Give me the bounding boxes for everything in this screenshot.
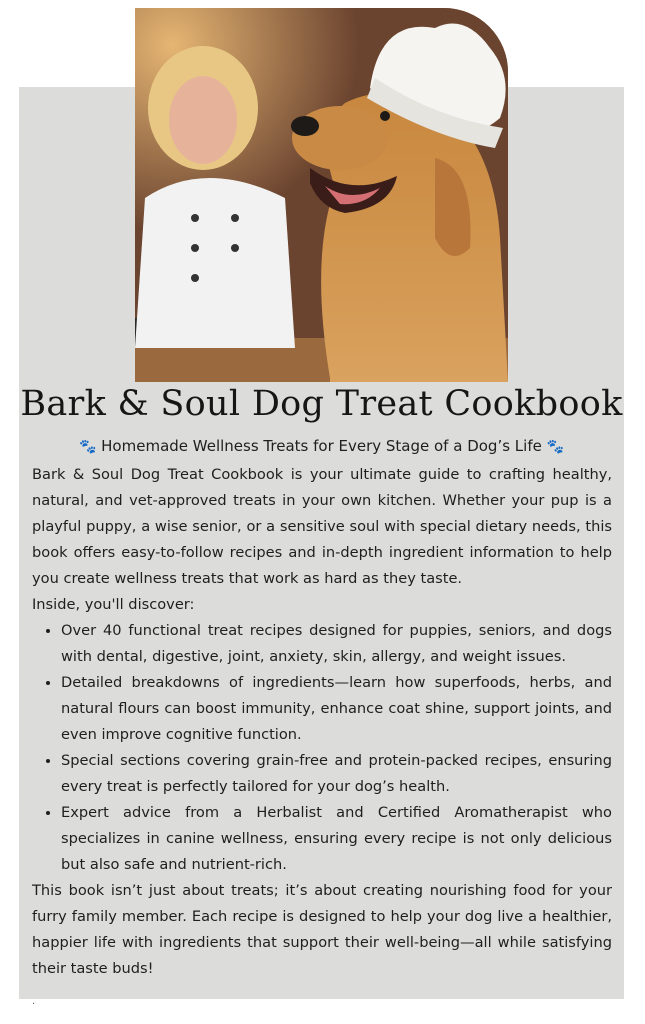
list-item: • Special sections covering grain-free and protein-packed recipes, ensuring every treat is perfectly tailored for your dog’s health. [61, 748, 612, 800]
paw-print-icon: 🐾 [546, 439, 565, 455]
book-title: Bark & Soul Dog Treat Cookbook [20, 384, 623, 424]
book-subtitle [19, 437, 624, 455]
hero-image [135, 8, 508, 382]
feature-list [32, 618, 612, 878]
intro-paragraph: Bark & Soul Dog Treat Cookbook is your ultimate guide to crafting healthy, natural, and vet-approved treats in your own kitchen. Whether your pup is a playful puppy, a wise senior, or a sensitive soul with special dietary needs, this book offers easy-to-follow recipes and in-depth ingredient information to help you create wellness treats that work as hard as they taste. [32, 466, 612, 587]
dog-chef-photo [135, 8, 508, 382]
closing-paragraph: This book isn’t just about treats; it’s about creating nourishing food for your furry family member. Each recipe is designed to help your dog live a healthier, happier life with ingredients that support their well-being—all while satisfying their taste buds! [32, 882, 612, 977]
discover-heading: Inside, you'll discover: [32, 596, 195, 613]
trailing-mark: . [32, 996, 36, 1007]
list-item: • Detailed breakdowns of ingredients—learn how superfoods, herbs, and natural flours can boost immunity, enhance coat shine, support joints, and even improve cognitive function. [61, 670, 612, 748]
list-item: • Expert advice from a Herbalist and Certified Aromatherapist who specializes in canine wellness, ensuring every recipe is not only delicious but also safe and nutrient-rich. [61, 800, 612, 878]
subtitle-text: Homemade Wellness Treats for Every Stage of a Dog’s Life [101, 437, 542, 455]
list-item: • Over 40 functional treat recipes designed for puppies, seniors, and dogs with dental, digestive, joint, anxiety, skin, allergy, and weight issues. [61, 618, 612, 670]
paw-print-icon: 🐾 [78, 439, 97, 455]
description-body [32, 462, 612, 982]
